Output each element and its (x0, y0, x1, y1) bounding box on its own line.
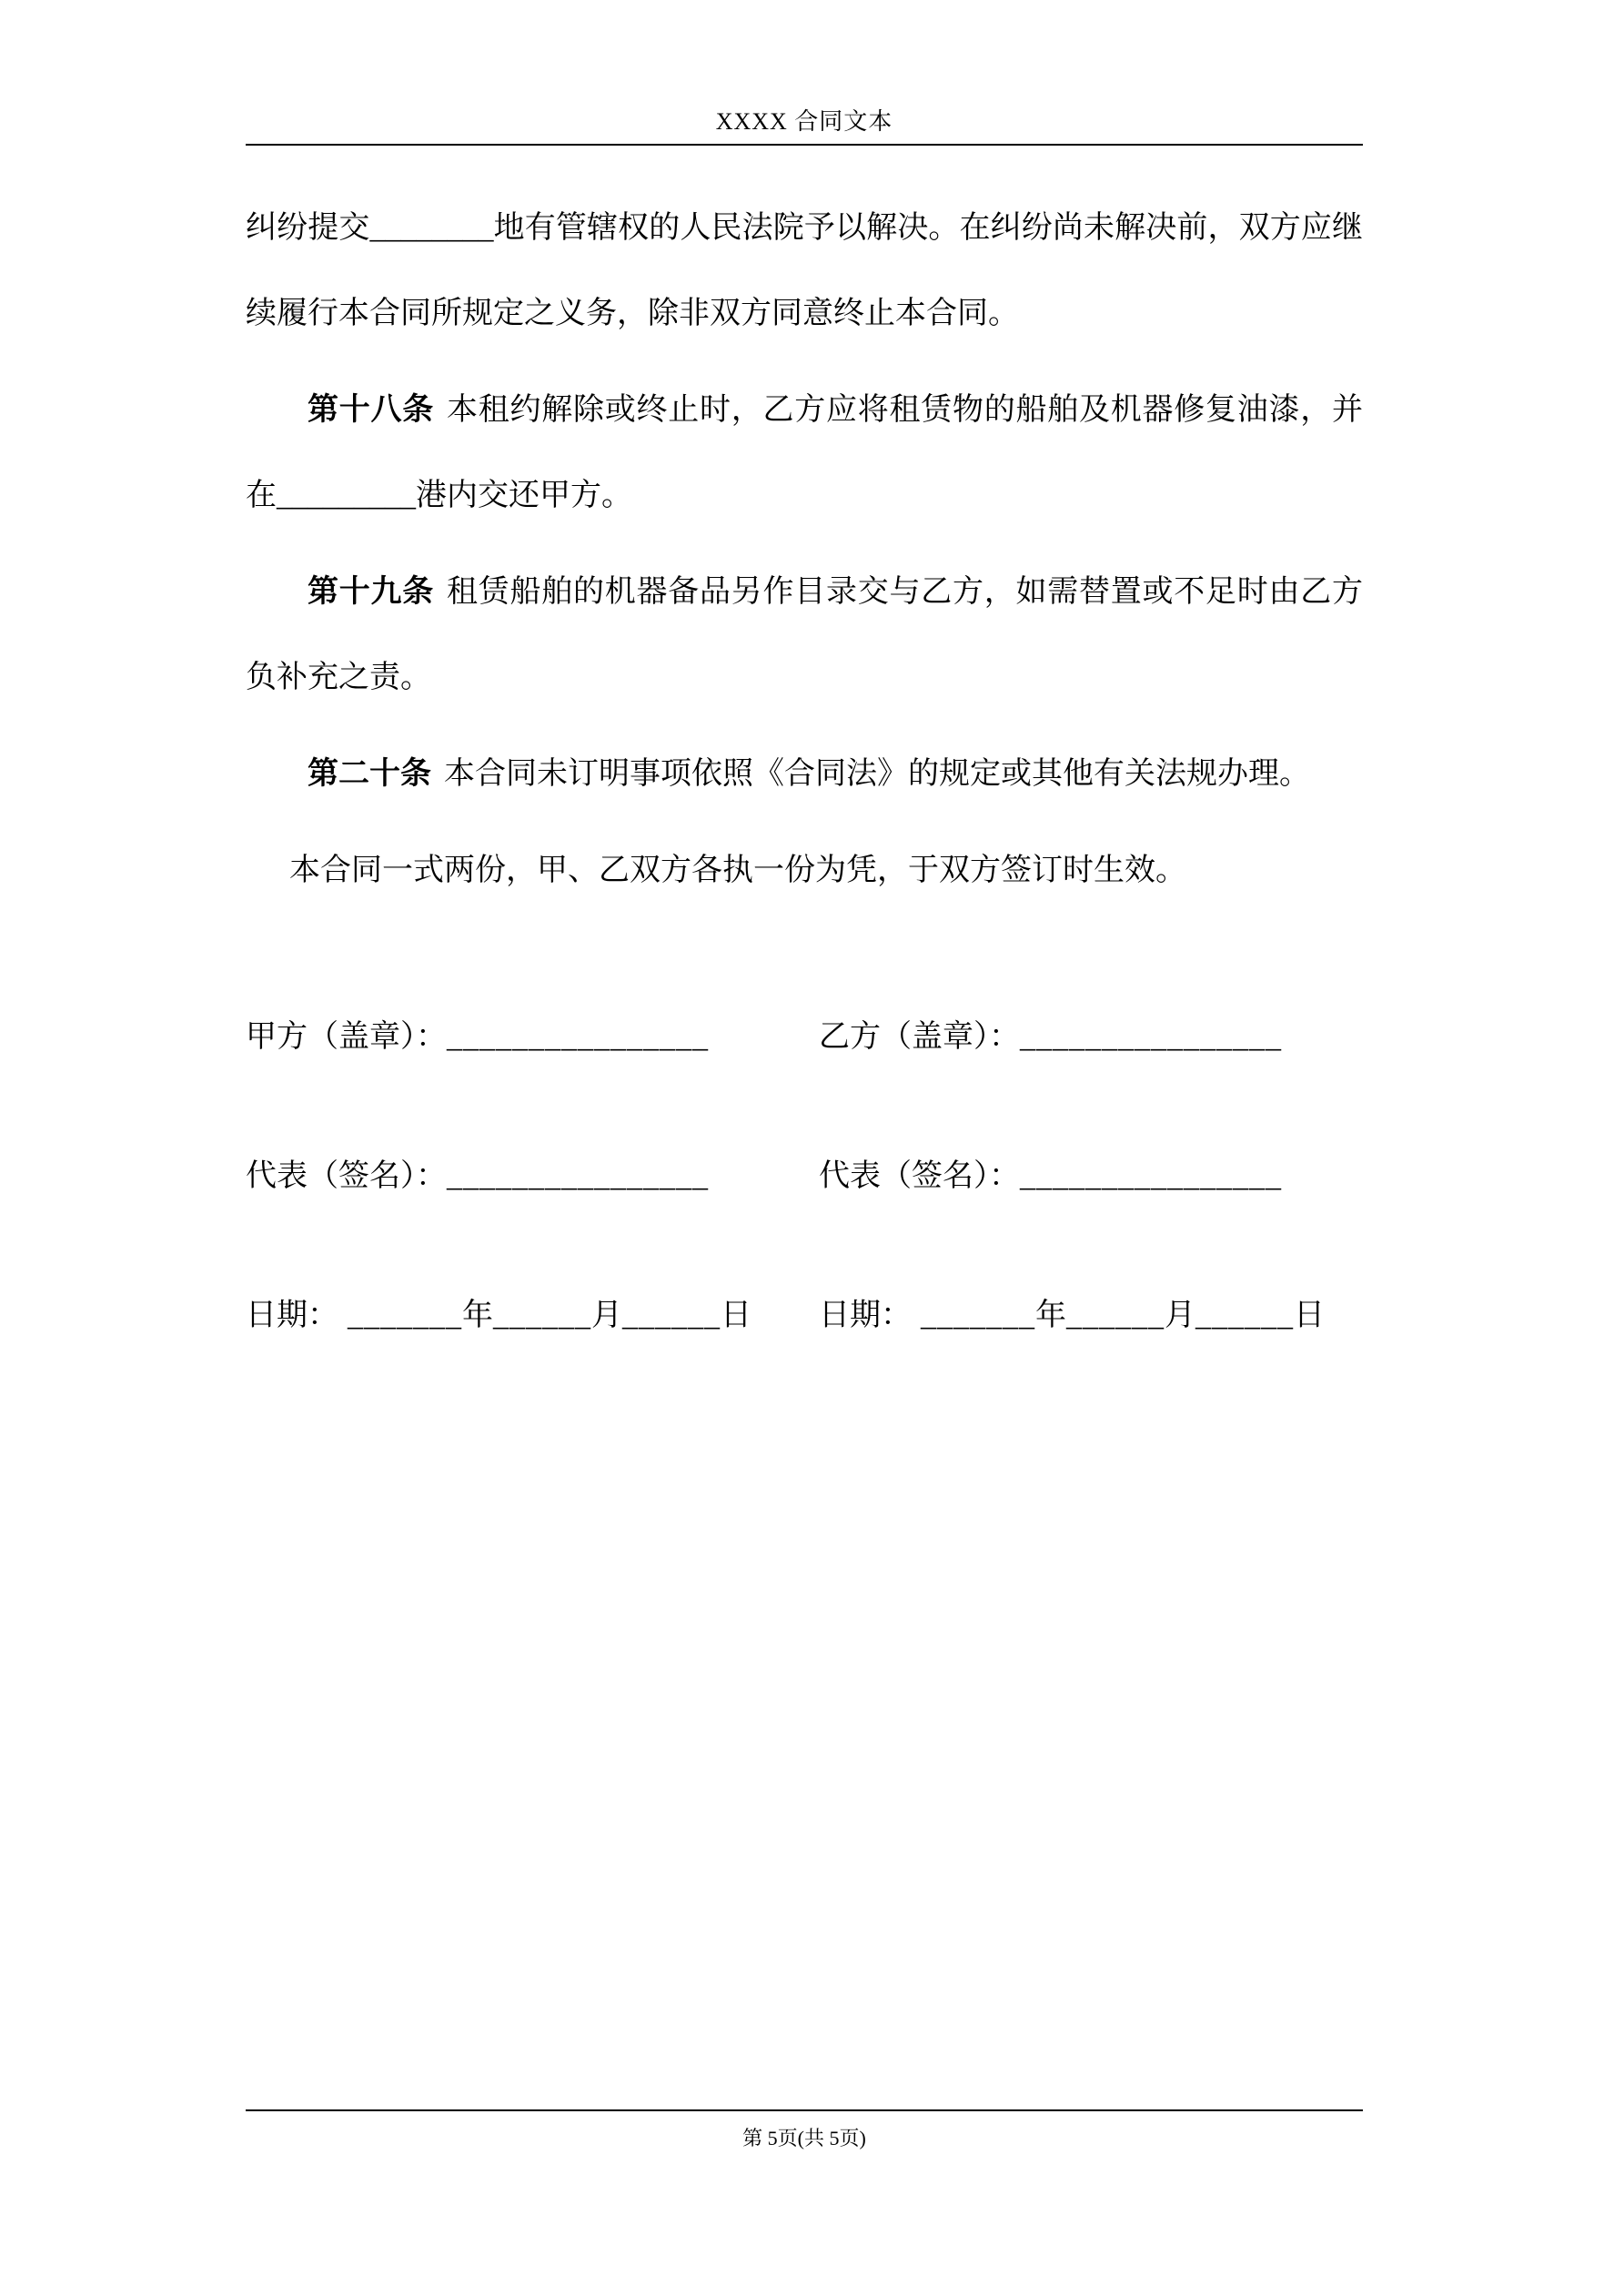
footer-divider (246, 2109, 1363, 2111)
page-header (246, 107, 1363, 146)
year-blank: _______ (921, 1299, 1035, 1332)
clause-title: 第二十条 (308, 757, 431, 791)
party-a-seal-label: 甲方（盖章）： (246, 1020, 447, 1054)
date-row (246, 1296, 1363, 1336)
clause-title: 第十八条 (308, 393, 434, 427)
party-b-seal-label: 乙方（盖章）： (819, 1020, 1020, 1054)
fill-in-blank: ________________ (447, 1159, 709, 1193)
party-b-seal (819, 1017, 1363, 1057)
paragraph-text: 租赁船舶的机器备品另作目录交与乙方，如需替置或不足时由乙方负补充之责。 (246, 575, 1363, 694)
paragraph-text: 本租约解除或终止时，乙方应将租赁物的船舶及机器修复油漆，并在_________港内交还甲方。 (246, 393, 1363, 512)
clause-title: 第十九条 (308, 575, 434, 609)
party-a-date (246, 1296, 819, 1336)
party-a-rep-label: 代表（签名）： (246, 1159, 447, 1193)
party-b-representative (819, 1157, 1363, 1197)
month-label: 月 (591, 1299, 622, 1332)
date-label: 日期： (246, 1299, 338, 1332)
day-label: 日 (1294, 1299, 1325, 1332)
contract-body (246, 186, 1363, 914)
month-label: 月 (1165, 1299, 1195, 1332)
seal-row (246, 1017, 1363, 1057)
fill-in-blank: ________________ (1020, 1159, 1282, 1193)
year-label: 年 (1035, 1299, 1066, 1332)
contract-paragraph (246, 186, 1363, 357)
paragraph-text: 本合同未订明事项依照《合同法》的规定或其他有关法规办理。 (444, 757, 1310, 791)
party-a-representative (246, 1157, 819, 1197)
party-b-rep-label: 代表（签名）： (819, 1159, 1020, 1193)
contract-paragraph (246, 828, 1363, 914)
signature-section (246, 1017, 1363, 1435)
day-blank: ______ (622, 1299, 721, 1332)
header-title: XXXX 合同文本 (715, 108, 893, 135)
contract-paragraph (246, 732, 1363, 817)
party-b-date (819, 1296, 1363, 1336)
day-blank: ______ (1195, 1299, 1294, 1332)
paragraph-text: 本合同一式两份，甲、乙双方各执一份为凭，于双方签订时生效。 (289, 854, 1186, 887)
party-a-seal (246, 1017, 819, 1057)
date-label: 日期： (819, 1299, 912, 1332)
representative-row (246, 1157, 1363, 1197)
page-number: 第 5页(共 5页) (742, 2127, 866, 2149)
month-blank: ______ (1066, 1299, 1165, 1332)
header-divider (246, 144, 1363, 146)
month-blank: ______ (493, 1299, 591, 1332)
contract-paragraph (246, 550, 1363, 721)
year-label: 年 (462, 1299, 493, 1332)
fill-in-blank: ________________ (447, 1020, 709, 1054)
contract-paragraph (246, 368, 1363, 539)
fill-in-blank: ________________ (1020, 1020, 1282, 1054)
day-label: 日 (721, 1299, 751, 1332)
paragraph-text: 纠纷提交________地有管辖权的人民法院予以解决。在纠纷尚未解决前，双方应继续履行本合同所规定之义务，除非双方同意终止本合同。 (246, 211, 1363, 330)
year-blank: _______ (348, 1299, 462, 1332)
